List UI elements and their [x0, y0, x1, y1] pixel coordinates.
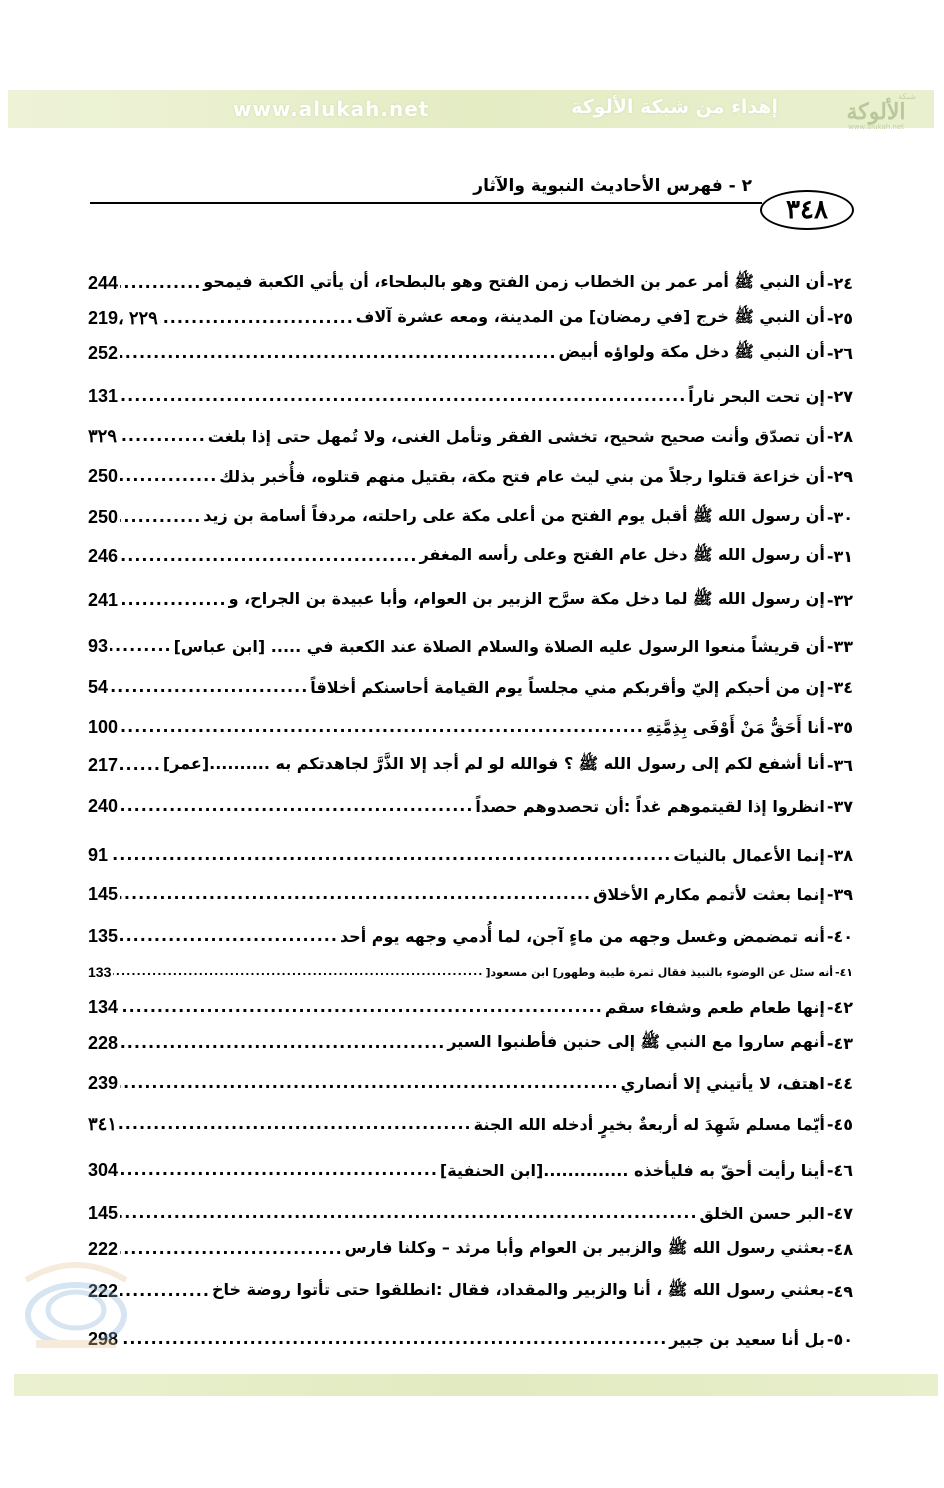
- entry-number: ٢٤-: [826, 273, 853, 293]
- entry-text: أنهم ساروا مع النبي ﷺ إلى حنين فأطنبوا السير: [447, 1031, 825, 1051]
- dot-leader: [160, 308, 354, 327]
- index-entry: [88, 381, 853, 411]
- entry-number: ٣٦-: [826, 755, 853, 775]
- index-entry: [88, 1028, 853, 1058]
- logo-sub-text: www.alukah.net: [848, 123, 904, 131]
- entry-text: أينا رأيت أحقّ به فليأخذه ..............[ابن الحنفية]: [439, 1160, 825, 1180]
- entry-page-number: 240: [88, 795, 119, 816]
- entry-page-number: 135: [88, 925, 119, 946]
- entry-number: ٤٩-: [826, 1281, 853, 1301]
- entry-page-number: 250: [88, 506, 119, 527]
- index-entry: [88, 268, 853, 298]
- dot-leader: [110, 677, 308, 696]
- entry-number: ٣٥-: [826, 717, 853, 737]
- entry-text: أنا أَحَقُّ مَنْ أَوْفَى بِذِمَّتِهِ: [645, 717, 825, 737]
- dot-leader: [120, 926, 338, 945]
- entry-text: أن النبي ﷺ أمر عمر بن الخطاب زمن الفتح وهو بالبطحاء، أن يأتي الكعبة فيمحو: [203, 271, 825, 291]
- entry-number: ٤٦-: [826, 1160, 853, 1180]
- entry-page-number: 222: [88, 1238, 119, 1259]
- index-entry: [88, 1198, 853, 1228]
- dot-leader: [119, 426, 206, 445]
- entry-page-number: 131: [88, 385, 119, 406]
- entry-text: أن النبي ﷺ دخل مكة ولواؤه أبيض: [558, 341, 825, 361]
- entry-number: ٢٥-: [826, 308, 853, 328]
- entry-number: ٤٨-: [826, 1239, 853, 1259]
- entry-text: اهتف، لا يأتيني إلا أنصاري: [620, 1073, 825, 1093]
- entry-text: أيّما مسلم شَهِدَ له أربعةٌ بخيرٍ أدخله الله الجنة: [473, 1114, 825, 1134]
- dot-leader: [110, 636, 172, 655]
- dot-leader: [119, 1114, 472, 1133]
- index-entry: [88, 992, 853, 1022]
- dot-leader: [110, 845, 671, 864]
- header-rule: [90, 202, 762, 204]
- entry-number: ٣١-: [826, 546, 853, 566]
- logo-top-text: شبكة: [898, 92, 916, 101]
- entry-page-number: 228: [88, 1032, 119, 1053]
- page-header: [90, 170, 850, 225]
- entry-text: أن تصدّق وأنت صحيح شحيح، تخشى الفقر وتأمل الغنى، ولا تُمهل حتى إذا بلغت: [207, 426, 825, 446]
- entry-page-number: 219، ٢٢٩: [88, 307, 158, 328]
- dot-leader: [120, 507, 201, 526]
- entry-text: بعثني رسول الله ﷺ والزبير بن العوام وأبا مرثد – وكلنا فارس: [344, 1237, 825, 1257]
- page-number: ٣٤٨: [760, 190, 854, 230]
- alukah-logo: [830, 92, 922, 131]
- entry-text: أنه تمضمض وغسل وجهه من ماءٍ آجن، لما أُدمي وجهه يوم أحد: [339, 926, 825, 946]
- index-entry: [88, 791, 853, 821]
- entry-page-number: 54: [88, 676, 109, 697]
- entry-text: إن رسول الله ﷺ لما دخل مكة سرَّح الزبير بن العوام، وأبا عبيدة بن الجراح، و: [228, 588, 825, 608]
- index-entry: [88, 461, 853, 491]
- entry-number: ٣٣-: [826, 636, 853, 656]
- entry-number: ٤٣-: [826, 1033, 853, 1053]
- index-entry: [88, 750, 853, 780]
- index-entry: [88, 840, 853, 870]
- entry-page-number: 91: [88, 844, 109, 865]
- index-entry: [88, 338, 853, 368]
- entry-text: إنما الأعمال بالنيات: [673, 845, 825, 865]
- dot-leader: [120, 386, 686, 405]
- entry-text: بل أنا سعيد بن جبير: [669, 1329, 825, 1349]
- entry-number: ٤١-: [834, 965, 853, 979]
- entry-text: بعثني رسول الله ﷺ ، أنا والزبير والمقداد، فقال :انطلقوا حتى تأتوا روضة خاخ: [211, 1279, 825, 1299]
- entry-text: إن من أحبكم إليّ وأقربكم مني مجلساً يوم القيامة أحاسنكم أخلاقاً: [310, 677, 825, 697]
- entry-number: ٣٧-: [826, 796, 853, 816]
- entry-text: إنها طعام طعم وشفاء سقم: [604, 997, 825, 1017]
- entry-page-number: 244: [88, 272, 119, 293]
- dot-leader: [120, 796, 473, 815]
- site-banner: [8, 90, 934, 131]
- entry-number: ٣٩-: [826, 884, 853, 904]
- dot-leader: [120, 1239, 343, 1258]
- entry-page-number: ٣٤١: [88, 1113, 118, 1134]
- watermark-logo-icon: [6, 1240, 144, 1360]
- entry-number: ٢٩-: [826, 466, 853, 486]
- index-entry: [88, 631, 853, 661]
- entry-number: ٣٤-: [826, 677, 853, 697]
- entry-page-number: 100: [88, 716, 119, 737]
- banner-tagline: إهداء من شبكة الألوكة: [571, 96, 778, 118]
- dot-leader: [120, 273, 201, 292]
- entry-number: ٣٢-: [826, 590, 853, 610]
- entry-number: ٣٠-: [826, 507, 853, 527]
- index-entry: [88, 957, 853, 987]
- index-entry: [88, 672, 853, 702]
- entry-page-number: 304: [88, 1159, 119, 1180]
- dot-leader: [120, 546, 417, 565]
- entry-text: أن رسول الله ﷺ دخل عام الفتح وعلى رأسه المغفر: [419, 544, 825, 564]
- index-entry: [88, 1068, 853, 1098]
- dot-leader: [120, 717, 644, 736]
- entry-number: ٤٥-: [826, 1114, 853, 1134]
- dot-leader: [120, 1203, 697, 1222]
- entry-page-number: 252: [88, 342, 119, 363]
- index-entry: [88, 541, 853, 571]
- index-entry: [88, 879, 853, 909]
- entry-text: أنا أشفع لكم إلى رسول الله ﷺ ؟ فوالله لو لم أجد إلا الذَّرَّ لجاهدتكم به ..........[عمر]: [162, 753, 825, 773]
- index-entry: [88, 712, 853, 742]
- logo-main-text: الألوكة: [846, 99, 906, 125]
- entry-number: ٤٠-: [826, 926, 853, 946]
- entry-page-number: 222: [88, 1280, 119, 1301]
- entry-number: ٢٨-: [826, 426, 853, 446]
- entry-number: ٤٢-: [826, 997, 853, 1017]
- dot-leader: [120, 997, 603, 1016]
- entry-page-number: 133: [88, 964, 112, 980]
- index-entry: [88, 1109, 853, 1139]
- index-entry: [88, 1234, 853, 1264]
- index-entry: [88, 1276, 853, 1306]
- index-entry: [88, 585, 853, 615]
- index-entry: [88, 303, 853, 333]
- entry-number: ٥٠-: [826, 1329, 853, 1349]
- entry-text: أن قريشاً منعوا الرسول عليه الصلاة والسلام الصلاة عند الكعبة في ..... [ابن عباس]: [173, 636, 825, 656]
- index-entry: [88, 1324, 853, 1354]
- entry-text: أن النبي ﷺ خرج [في رمضان] من المدينة، ومعه عشرة آلاف: [355, 306, 825, 326]
- entry-page-number: 134: [88, 996, 119, 1017]
- entry-page-number: 217: [88, 754, 119, 775]
- entry-text: إنما بعثت لأتمم مكارم الأخلاق: [593, 884, 825, 904]
- entry-page-number: 241: [88, 589, 119, 610]
- entry-text: انظروا إذا لقيتموهم غداً :أن تحصدوهم حصداً: [475, 796, 825, 816]
- entry-page-number: 93: [88, 635, 109, 656]
- index-entry: [88, 421, 853, 451]
- dot-leader: [120, 1329, 667, 1348]
- index-entry: [88, 1155, 853, 1185]
- entry-number: ٤٧-: [826, 1203, 853, 1223]
- entry-page-number: 298: [88, 1328, 119, 1349]
- dot-leader: [120, 755, 161, 774]
- dot-leader: [120, 1073, 619, 1092]
- entry-text: أن خزاعة قتلوا رجلاً من بني ليث عام فتح مكة، بقتيل منهم قتلوه، فأُخبر بذلك: [219, 466, 825, 486]
- index-entry: [88, 502, 853, 532]
- entry-page-number: 145: [88, 1202, 119, 1223]
- index-entry: [88, 921, 853, 951]
- entry-text: إن تحت البحر ناراً: [688, 386, 825, 406]
- entry-text: البر حسن الخلق: [699, 1203, 825, 1223]
- banner-url[interactable]: www.alukah.net: [233, 97, 430, 121]
- entry-page-number: 250: [88, 465, 119, 486]
- dot-leader: [120, 343, 557, 362]
- entry-number: ٢٧-: [826, 386, 853, 406]
- entry-text: أن رسول الله ﷺ أقبل يوم الفتح من أعلى مكة على راحلته، مردفاً أسامة بن زيد: [203, 505, 825, 525]
- dot-leader: [120, 590, 227, 609]
- entry-page-number: ٣٢٩: [88, 425, 118, 446]
- dot-leader: [120, 1033, 445, 1052]
- entry-number: ٤٤-: [826, 1073, 853, 1093]
- page-title: ٢ - فهرس الأحاديث النبوية والآثار: [473, 176, 752, 196]
- dot-leader: [120, 884, 591, 903]
- dot-leader: [120, 466, 217, 485]
- entry-number: ٣٨-: [826, 845, 853, 865]
- entry-text: أنه سئل عن الوضوء بالنبيذ فقال ثمرة طيبة وطهور] ابن مسعود[: [485, 965, 833, 979]
- footer-band: [14, 1374, 938, 1396]
- entry-number: ٢٦-: [826, 343, 853, 363]
- entry-page-number: 239: [88, 1072, 119, 1093]
- dot-leader: [120, 1160, 438, 1179]
- entry-page-number: 145: [88, 883, 119, 904]
- entry-page-number: 246: [88, 545, 119, 566]
- dot-leader: [113, 965, 483, 978]
